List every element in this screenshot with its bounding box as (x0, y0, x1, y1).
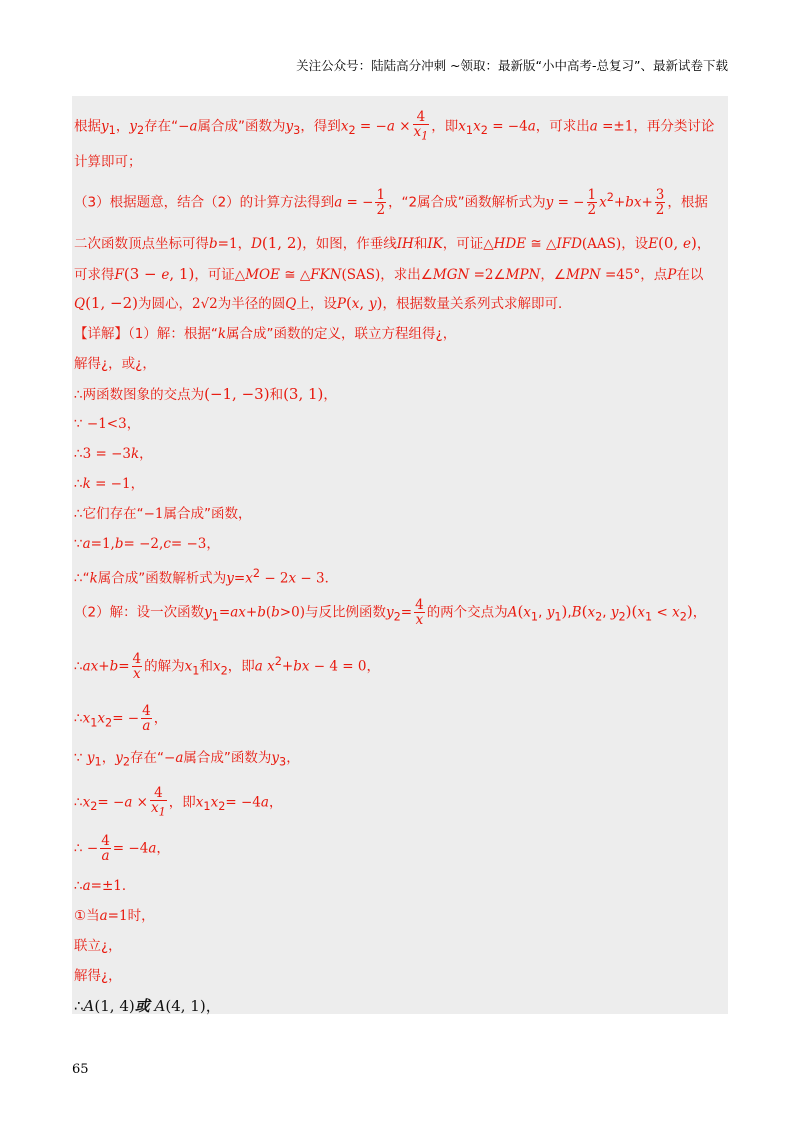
text-line: ∵ $y_1$，$y_2$存在“−a属合成”函数为$y_3$， (74, 750, 300, 769)
text-line: ∴两函数图象的交点为(−1, −3)和(3, 1)， (74, 385, 337, 403)
text-line: ∴ − $\frac{4}{a}$ = −4a， (74, 833, 170, 865)
text-line: ①当a=1时， (74, 908, 155, 924)
text-line: ∴A(1, 4)或 A(4, 1)， (74, 997, 221, 1015)
text-line: ∴a=±1． (74, 878, 136, 894)
text-line: ∴3 = −3k， (74, 446, 153, 462)
text-line: 可求得F(3 − e, 1)，可证△MOE ≅ △FKN(SAS)，求出∠MGN =2∠MPN，∠MPN =45°，点P在以 (74, 265, 704, 283)
text-line: 二次函数顶点坐标可得b=1，D(1, 2)，如图，作垂线IH和IK，可证△HDE ≅ △IFD(AAS)，设E(0, e)， (74, 234, 711, 252)
text-line: （3）根据题意，结合（2）的计算方法得到a = − $\frac{1}{2}$ ，“2属合成”函数解析式为y = − $\frac{1}{2}$ $x^2+bx+$ $\frac{3}{2}$ ，根据 (74, 187, 708, 219)
text-line: 根据$y_1$，$y_2$存在“−a属合成”函数为$y_3$，得到$x_2 = -a$ × $\frac{4}{x_1}$ ，即$x_1x_2 = -4a$，可求出a =±1，再分类讨论 (74, 109, 715, 143)
text-line: 解得¿， (74, 968, 122, 984)
text-line: 【详解】（1）解：根据“k属合成”函数的定义，联立方程组得¿， (74, 326, 457, 342)
solution-content (72, 96, 728, 1014)
text-line: $\therefore x_1x_2=$ − $\frac{4}{a}$ ， (74, 703, 168, 735)
text-line: 解得¿，或¿， (74, 356, 156, 372)
text-line: ∴ax+b= $\frac{4}{x}$ 的解为$x_1$和$x_2$，即a $x^2+bx - 4 = 0$， (74, 651, 380, 683)
text-line: Q(1, −2)为圆心，2√2为半径的圆Q上，设P(x, y)，根据数量关系列式求解即可． (74, 294, 572, 312)
text-line: ∴“k属合成”函数解析式为$y=x^2 - 2x - 3$． (74, 567, 339, 587)
text-line: ∴k = −1， (74, 476, 145, 492)
text-line: ∵ −1<3， (74, 416, 141, 432)
text-line: ∵a=1,b= −2,c= −3， (74, 536, 220, 552)
page-header: 关注公众号：陆陆高分冲刺 ~领取：最新版“小中高考-总复习”、最新试卷下载 (296, 58, 728, 73)
text-line: （2）解：设一次函数$y_1=ax+b(b>0)$与反比例函数$y_2=$ $\frac{4}{x}$ 的两个交点为$A(x_1$, $y_1),B(x_2$, $y_2)(x_1 < x_2)$， (74, 597, 707, 629)
text-line: 联立¿， (74, 938, 122, 954)
page-number: 65 (72, 1062, 89, 1077)
text-line: ∴它们存在“−1属合成”函数， (74, 506, 252, 522)
text-line: $\therefore x_2= -a$ × $\frac{4}{x_1}$ ，即$x_1x_2= -4a$， (74, 785, 283, 819)
text-line: 计算即可； (74, 154, 142, 170)
